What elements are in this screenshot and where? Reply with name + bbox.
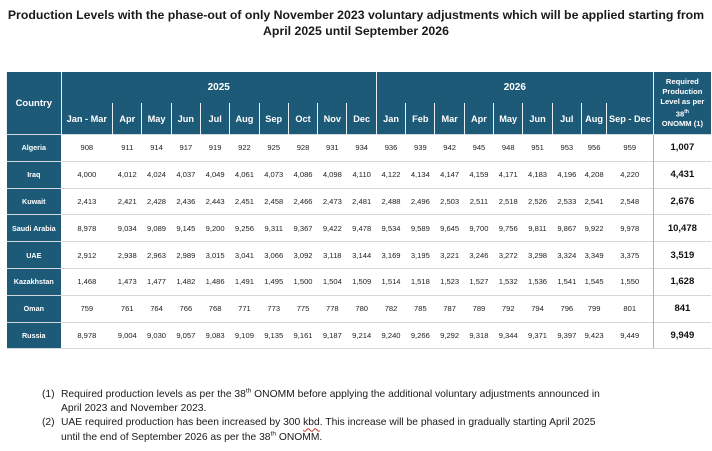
table-row — [7, 295, 712, 322]
required-level-value: 9,949 — [653, 322, 711, 349]
production-value: 3,195 — [406, 242, 435, 269]
production-value: 4,134 — [406, 161, 435, 188]
footnotes — [42, 388, 692, 445]
production-value: 3,272 — [494, 242, 523, 269]
production-value: 780 — [347, 295, 376, 322]
production-value: 9,700 — [464, 215, 493, 242]
production-value: 9,292 — [435, 322, 464, 349]
production-value: 2,451 — [230, 188, 259, 215]
production-value: 2,436 — [171, 188, 200, 215]
production-value: 4,037 — [171, 161, 200, 188]
production-value: 2,413 — [61, 188, 113, 215]
production-value: 4,061 — [230, 161, 259, 188]
month-column-header: May — [494, 103, 523, 135]
month-column-header: Aug — [581, 103, 606, 135]
production-value: 9,318 — [464, 322, 493, 349]
table-row — [7, 161, 712, 188]
production-value: 759 — [61, 295, 113, 322]
country-column-header: Country — [7, 72, 62, 135]
production-value: 2,421 — [113, 188, 142, 215]
production-value: 9,187 — [318, 322, 347, 349]
production-value: 801 — [607, 295, 654, 322]
production-value: 789 — [464, 295, 493, 322]
production-value: 908 — [61, 135, 113, 162]
production-value: 9,978 — [607, 215, 654, 242]
production-value: 4,049 — [200, 161, 229, 188]
production-value: 931 — [318, 135, 347, 162]
production-value: 796 — [552, 295, 581, 322]
production-value: 9,371 — [523, 322, 552, 349]
month-column-header: Sep - Dec — [607, 103, 654, 135]
production-value: 9,135 — [259, 322, 288, 349]
month-column-header: Jul — [552, 103, 581, 135]
production-value: 785 — [406, 295, 435, 322]
production-value: 928 — [288, 135, 317, 162]
month-column-header: Feb — [406, 103, 435, 135]
production-value: 4,098 — [318, 161, 347, 188]
production-value: 4,073 — [259, 161, 288, 188]
production-value: 2,989 — [171, 242, 200, 269]
production-value: 1,468 — [61, 268, 113, 295]
production-value: 939 — [406, 135, 435, 162]
production-value: 1,486 — [200, 268, 229, 295]
production-value: 2,503 — [435, 188, 464, 215]
production-value: 3,324 — [552, 242, 581, 269]
month-column-header: Jun — [171, 103, 200, 135]
production-value: 1,550 — [607, 268, 654, 295]
required-level-header: Required Production Level as per 38th ONOMM (1) — [653, 72, 711, 135]
production-value: 4,208 — [581, 161, 606, 188]
table-row — [7, 268, 712, 295]
production-value: 4,220 — [607, 161, 654, 188]
page-title — [0, 7, 712, 39]
production-value: 2,458 — [259, 188, 288, 215]
production-value: 4,122 — [376, 161, 405, 188]
production-value: 2,443 — [200, 188, 229, 215]
production-value: 3,169 — [376, 242, 405, 269]
production-value: 9,449 — [607, 322, 654, 349]
production-value: 936 — [376, 135, 405, 162]
month-column-header: Apr — [113, 103, 142, 135]
production-value: 2,481 — [347, 188, 376, 215]
production-value: 1,477 — [142, 268, 171, 295]
production-value: 942 — [435, 135, 464, 162]
production-value: 9,161 — [288, 322, 317, 349]
required-level-value: 1,007 — [653, 135, 711, 162]
month-column-header: Jun — [523, 103, 552, 135]
production-value: 787 — [435, 295, 464, 322]
production-value: 2,912 — [61, 242, 113, 269]
production-value: 778 — [318, 295, 347, 322]
production-table — [6, 72, 711, 349]
production-value: 1,514 — [376, 268, 405, 295]
month-header-row — [7, 103, 712, 135]
production-value: 9,423 — [581, 322, 606, 349]
production-value: 1,523 — [435, 268, 464, 295]
production-value: 3,041 — [230, 242, 259, 269]
production-value: 1,504 — [318, 268, 347, 295]
production-value: 4,183 — [523, 161, 552, 188]
production-value: 2,428 — [142, 188, 171, 215]
production-value: 4,086 — [288, 161, 317, 188]
production-value: 9,109 — [230, 322, 259, 349]
month-column-header: Aug — [230, 103, 259, 135]
production-value: 9,397 — [552, 322, 581, 349]
production-value: 3,221 — [435, 242, 464, 269]
footnote-1-number: (1) — [42, 389, 55, 400]
production-value: 4,012 — [113, 161, 142, 188]
production-value: 9,034 — [113, 215, 142, 242]
month-column-header: Nov — [318, 103, 347, 135]
production-value: 8,978 — [61, 215, 113, 242]
production-value: 4,171 — [494, 161, 523, 188]
production-value: 1,536 — [523, 268, 552, 295]
production-value: 799 — [581, 295, 606, 322]
production-value: 3,246 — [464, 242, 493, 269]
production-value: 1,545 — [581, 268, 606, 295]
production-value: 9,478 — [347, 215, 376, 242]
production-value: 948 — [494, 135, 523, 162]
production-value: 9,422 — [318, 215, 347, 242]
footnote-2 — [42, 416, 692, 444]
required-level-value: 3,519 — [653, 242, 711, 269]
table-row — [7, 215, 712, 242]
title-line-1: Production Levels with the phase-out of only November 2023 voluntary adjustments which will be applied starting from — [7, 8, 705, 22]
production-value: 2,533 — [552, 188, 581, 215]
production-value: 768 — [200, 295, 229, 322]
production-value: 919 — [200, 135, 229, 162]
table-row — [7, 322, 712, 349]
production-value: 9,756 — [494, 215, 523, 242]
production-value: 9,089 — [142, 215, 171, 242]
production-value: 9,214 — [347, 322, 376, 349]
production-value: 9,534 — [376, 215, 405, 242]
production-value: 9,145 — [171, 215, 200, 242]
production-value: 4,196 — [552, 161, 581, 188]
production-value: 9,083 — [200, 322, 229, 349]
production-value: 766 — [171, 295, 200, 322]
production-value: 1,541 — [552, 268, 581, 295]
country-name: UAE — [7, 242, 62, 269]
month-column-header: Apr — [464, 103, 493, 135]
production-value: 9,367 — [288, 215, 317, 242]
footnote-1-text: Required production levels as per the 38th ONOMM before applying the additional voluntary adjustments announced in April 2023 and November 2023. — [61, 387, 600, 415]
required-level-value: 2,676 — [653, 188, 711, 215]
production-value: 4,024 — [142, 161, 171, 188]
production-value: 9,256 — [230, 215, 259, 242]
production-value: 959 — [607, 135, 654, 162]
production-value: 922 — [230, 135, 259, 162]
production-value: 9,344 — [494, 322, 523, 349]
production-value: 4,110 — [347, 161, 376, 188]
production-value: 4,159 — [464, 161, 493, 188]
production-value: 9,867 — [552, 215, 581, 242]
table-row — [7, 188, 712, 215]
month-column-header: Jan - Mar — [61, 103, 113, 135]
country-name: Russia — [7, 322, 62, 349]
production-value: 2,473 — [318, 188, 347, 215]
production-value: 3,066 — [259, 242, 288, 269]
production-value: 2,541 — [581, 188, 606, 215]
production-value: 782 — [376, 295, 405, 322]
production-value: 3,349 — [581, 242, 606, 269]
production-value: 953 — [552, 135, 581, 162]
production-value: 1,527 — [464, 268, 493, 295]
footnote-2-number: (2) — [42, 417, 55, 429]
production-value: 3,092 — [288, 242, 317, 269]
month-column-header: Jul — [200, 103, 229, 135]
production-value: 956 — [581, 135, 606, 162]
production-value: 2,488 — [376, 188, 405, 215]
table-body — [7, 135, 712, 349]
production-value: 2,518 — [494, 188, 523, 215]
production-value: 1,482 — [171, 268, 200, 295]
production-value: 792 — [494, 295, 523, 322]
production-value: 9,811 — [523, 215, 552, 242]
country-name: Saudi Arabia — [7, 215, 62, 242]
production-value: 2,526 — [523, 188, 552, 215]
year-2026-header: 2026 — [376, 72, 653, 103]
production-value: 925 — [259, 135, 288, 162]
production-value: 775 — [288, 295, 317, 322]
production-value: 9,030 — [142, 322, 171, 349]
production-value: 9,004 — [113, 322, 142, 349]
required-level-value: 1,628 — [653, 268, 711, 295]
production-value: 914 — [142, 135, 171, 162]
title-line-2: April 2025 until September 2026 — [263, 24, 449, 38]
production-value: 9,645 — [435, 215, 464, 242]
production-value: 2,496 — [406, 188, 435, 215]
production-value: 1,532 — [494, 268, 523, 295]
month-column-header: Dec — [347, 103, 376, 135]
month-column-header: May — [142, 103, 171, 135]
required-level-value: 841 — [653, 295, 711, 322]
production-value: 1,491 — [230, 268, 259, 295]
production-value: 2,511 — [464, 188, 493, 215]
production-value: 934 — [347, 135, 376, 162]
month-column-header: Jan — [376, 103, 405, 135]
production-value: 3,375 — [607, 242, 654, 269]
production-value: 951 — [523, 135, 552, 162]
production-value: 945 — [464, 135, 493, 162]
country-name: Iraq — [7, 161, 62, 188]
production-value: 9,589 — [406, 215, 435, 242]
table-row — [7, 242, 712, 269]
production-value: 8,978 — [61, 322, 113, 349]
production-value: 771 — [230, 295, 259, 322]
production-value: 794 — [523, 295, 552, 322]
country-name: Kazakhstan — [7, 268, 62, 295]
production-value: 2,963 — [142, 242, 171, 269]
production-value: 773 — [259, 295, 288, 322]
production-value: 9,922 — [581, 215, 606, 242]
footnote-2-text: UAE required production has been increased by 300 kbd. This increase will be phased in gradually starting April 2025 until the end of September 2026 as per the 38th ONOMM. — [61, 417, 596, 443]
production-value: 917 — [171, 135, 200, 162]
production-value: 1,495 — [259, 268, 288, 295]
production-value: 9,200 — [200, 215, 229, 242]
table-header — [7, 72, 712, 135]
production-value: 761 — [113, 295, 142, 322]
country-name: Oman — [7, 295, 62, 322]
production-value: 1,518 — [406, 268, 435, 295]
production-value: 3,118 — [318, 242, 347, 269]
production-value: 911 — [113, 135, 142, 162]
production-value: 9,266 — [406, 322, 435, 349]
month-column-header: Mar — [435, 103, 464, 135]
month-column-header: Sep — [259, 103, 288, 135]
table-row — [7, 135, 712, 162]
production-value: 3,298 — [523, 242, 552, 269]
production-value: 2,466 — [288, 188, 317, 215]
production-value: 4,147 — [435, 161, 464, 188]
production-value: 1,500 — [288, 268, 317, 295]
production-value: 2,938 — [113, 242, 142, 269]
month-column-header: Oct — [288, 103, 317, 135]
footnote-1 — [42, 388, 692, 416]
country-name: Algeria — [7, 135, 62, 162]
production-value: 1,509 — [347, 268, 376, 295]
country-name: Kuwait — [7, 188, 62, 215]
production-value: 9,311 — [259, 215, 288, 242]
production-value: 3,144 — [347, 242, 376, 269]
required-level-value: 10,478 — [653, 215, 711, 242]
production-value: 9,057 — [171, 322, 200, 349]
production-value: 9,240 — [376, 322, 405, 349]
production-value: 764 — [142, 295, 171, 322]
production-value: 2,548 — [607, 188, 654, 215]
required-level-value: 4,431 — [653, 161, 711, 188]
year-2025-header: 2025 — [61, 72, 376, 103]
production-value: 4,000 — [61, 161, 113, 188]
production-value: 1,473 — [113, 268, 142, 295]
production-value: 3,015 — [200, 242, 229, 269]
